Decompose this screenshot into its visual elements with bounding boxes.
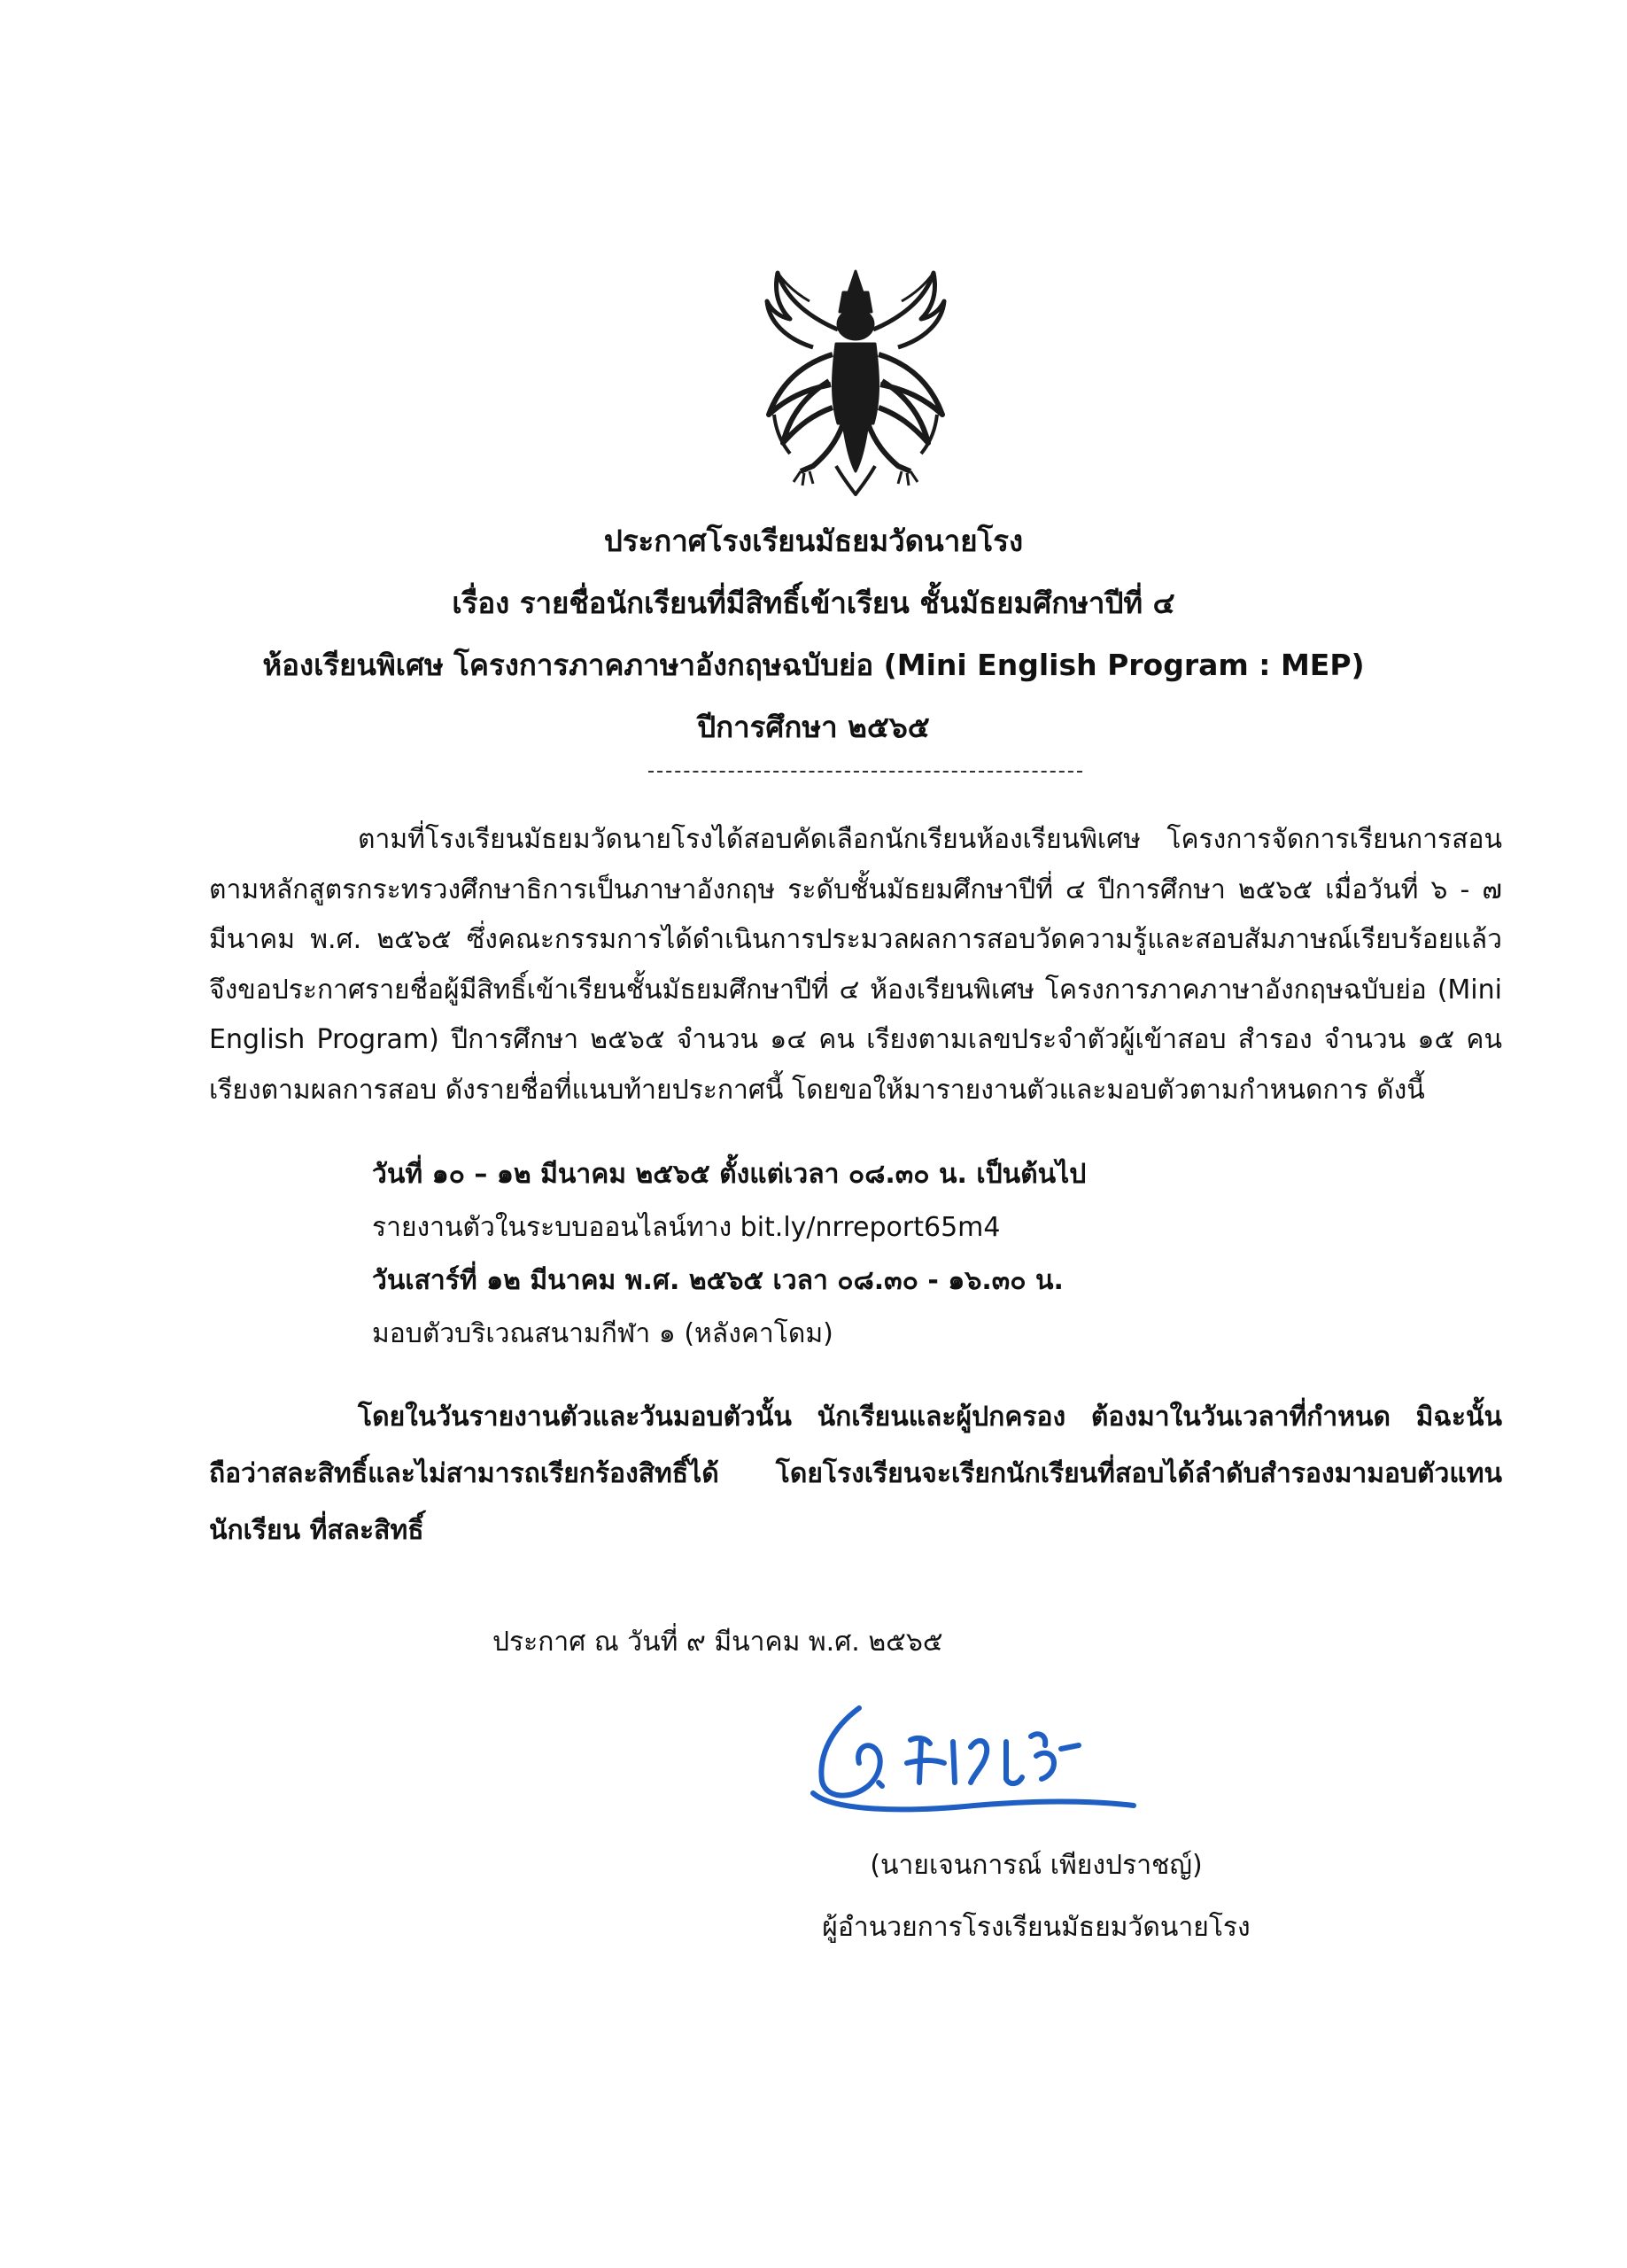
garuda-emblem-icon [751,266,960,498]
handwritten-signature [797,1701,1187,1816]
body-section [209,815,1502,1115]
announcement-title: ประกาศโรงเรียนมัธยมวัดนายโรง [603,524,1024,558]
academic-year: ปีการศึกษา ๒๕๖๕ [697,710,930,744]
notice-paragraph: โดยในวันรายงานตัวและวันมอบตัวนั้น นักเรียนและผู้ปกครอง ต้องมาในวันเวลาที่กำหนด มิฉะนั้นถือว่าสละสิทธิ์และไม่สามารถเรียกร้องสิทธิ์ได้ โดยโรงเรียนจะเรียกนักเรียนที่สอบได้ลำดับสำรองมามอบตัวแทนนักเรียน ที่สละสิทธิ์ [209,1402,1502,1546]
body-paragraph: ตามที่โรงเรียนมัธยมวัดนายโรงได้สอบคัดเลือกนักเรียนห้องเรียนพิเศษ โครงการจัดการเรียนการสอนตามหลักสูตรกระทรวงศึกษาธิการเป็นภาษาอังกฤษ ระดับชั้นมัธยมศึกษาปีที่ ๔ ปีการศึกษา ๒๕๖๕ เมื่อวันที่ ๖ - ๗ มีนาคม พ.ศ. ๒๕๖๕ ซึ่งคณะกรรมการได้ดำเนินการประมวลผลการสอบวัดความรู้และสอบสัมภาษณ์เรียบร้อยแล้ว จึงขอประกาศรายชื่อผู้มีสิทธิ์เข้าเรียนชั้นมัธยมศึกษาปีที่ ๔ ห้องเรียนพิเศษ โครงการภาคภาษาอังกฤษฉบับย่อ (Mini English Program) ปีการศึกษา ๒๕๖๕ จำนวน ๑๔ คน เรียงตามเลขประจำตัวผู้เข้าสอบ สำรอง จำนวน ๑๕ คน เรียงตามผลการสอบ ดังรายชื่อที่แนบท้ายประกาศนี้ โดยขอให้มารายงานตัวและมอบตัวตามกำหนดการ ดังนี้ [209,824,1502,1106]
title-divider [648,771,1082,773]
signer-name: (นายเจนการณ์ เพียงปราชญ์) [870,1850,1203,1881]
announcement-subject: เรื่อง รายชื่อนักเรียนที่มีสิทธิ์เข้าเรียน ชั้นมัธยมศึกษาปีที่ ๔ [452,586,1175,620]
report-detail: รายงานตัวในระบบออนไลน์ทาง bit.ly/nrreport65m4 [372,1212,1001,1243]
signer-position: ผู้อำนวยการโรงเรียนมัธยมวัดนายโรง [822,1912,1251,1943]
schedule-block [372,1152,1086,1364]
report-date: วันที่ ๑๐ – ๑๒ มีนาคม ๒๕๖๕ ตั้งแต่เวลา ๐๘.๓๐ น. เป็นต้นไป [372,1159,1087,1190]
notice-section [209,1389,1502,1559]
announcement-date: ประกาศ ณ วันที่ ๙ มีนาคม พ.ศ. ๒๕๖๕ [492,1627,943,1658]
announcement-program: ห้องเรียนพิเศษ โครงการภาคภาษาอังกฤษฉบับย่อ (Mini English Program : MEP) [262,648,1365,682]
enroll-date: วันเสาร์ที่ ๑๒ มีนาคม พ.ศ. ๒๕๖๕ เวลา ๐๘.๓๐ - ๑๖.๓๐ น. [372,1265,1064,1296]
enroll-detail: มอบตัวบริเวณสนามกีฬา ๑ (หลังคาโดม) [372,1318,833,1349]
